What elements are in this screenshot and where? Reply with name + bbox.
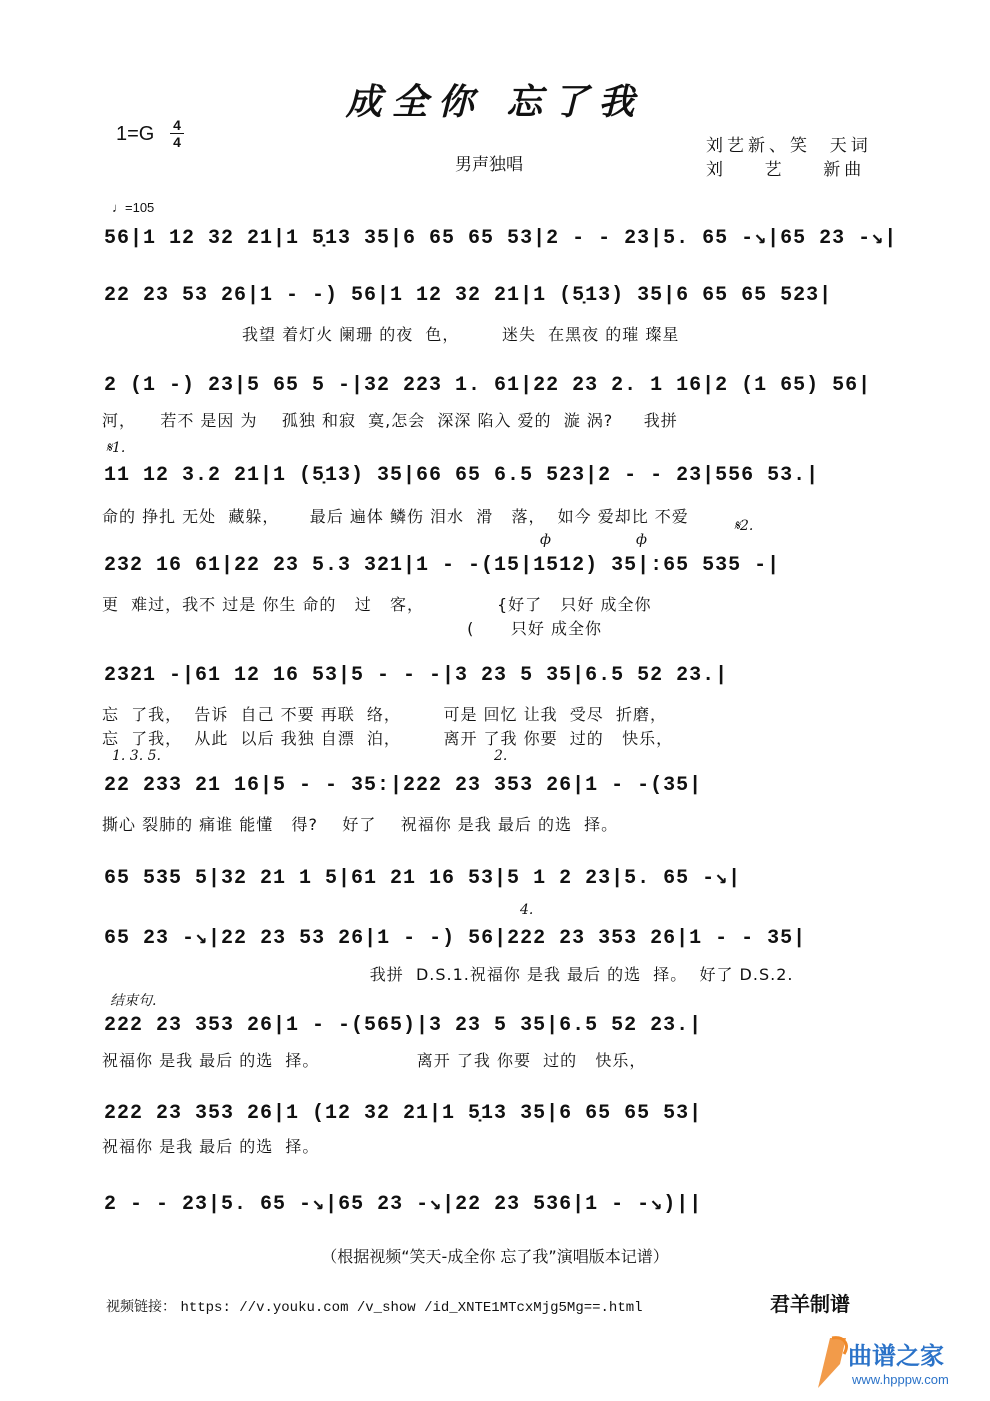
segno-1-mark: 𝄋1.	[106, 440, 126, 456]
lyrics-line: 命的 挣扎 无处 藏躲， 最后 遍体 鳞伤 泪水 滑 落， 如今 爱却比 不爱	[102, 507, 689, 526]
meter-bottom: 4	[173, 134, 181, 150]
volta-1-3-5: 1. 3. 5.	[112, 748, 161, 764]
lyricist-credit: 刘艺新、笑 天词	[706, 136, 872, 156]
transcriber-signature: 君羊制谱	[770, 1292, 850, 1316]
volta-2: 2.	[494, 748, 508, 764]
performer-label: 男声独唱	[455, 155, 523, 175]
notes-line: 222 23 353 26|1 (12 32 21|1 5̣13 35|6 65 65 53|	[104, 1102, 703, 1125]
coda-mark-1: ф	[540, 532, 551, 548]
video-link	[106, 1296, 643, 1316]
notes-line: 56|1 12 32 21|1 5̣13 35|6 65 65 53|2 - - 23|5. 65 -↘|65 23 -↘|	[104, 227, 898, 250]
ending-mark: 结束句.	[110, 993, 157, 1009]
notes-line: 222 23 353 26|1 - -(565)|3 23 5 35|6.5 52 23.|	[104, 1014, 703, 1037]
notes-line: 65 23 -↘|22 23 53 26|1 - -) 56|222 23 353 26|1 - - 35|	[104, 927, 807, 950]
lyrics-line: 忘 了我， 告诉 自己 不要 再联 络， 可是 回忆 让我 受尽 折磨，	[102, 705, 667, 724]
lyrics-line: 河， 若不 是因 为 孤独 和寂 寞,怎会 深深 陷入 爱的 漩 涡? 我拼	[102, 411, 678, 430]
key-signature: 1=G	[116, 123, 155, 145]
notes-line: 2 (1 -) 23|5 65 5 -|32 223 1. 61|22 23 2. 1 16|2 (1 65) 56|	[104, 374, 872, 397]
notes-line: 2321 -|61 12 16 53|5 - - -|3 23 5 35|6.5 52 23.|	[104, 664, 729, 687]
lyrics-line: 撕心 裂肺的 痛谁 能懂 得? 好了 祝福你 是我 最后 的选 择。	[102, 815, 619, 834]
song-title: 成全你 忘了我	[345, 81, 645, 123]
credits	[706, 134, 872, 182]
lyrics-line: 祝福你 是我 最后 的选 择。	[102, 1137, 320, 1156]
composer-credit: 刘 艺 新曲	[706, 160, 866, 180]
meter-top: 4	[173, 117, 181, 133]
notes-line: 11 12 3.2 21|1 (5̣13) 35|66 65 6.5 523|2 - - 23|556 53.|	[104, 464, 820, 487]
watermark-url[interactable]: www.hpppw.com	[852, 1372, 949, 1387]
lyrics-line: 更 难过，我不 过是 你生 命的 过 客， {好了 只好 成全你	[102, 595, 652, 614]
segno-2-mark: 𝄋2.	[734, 518, 754, 534]
notes-line: 65 535 5|32 21 1 5|61 21 16 53|5 1 2 23|5. 65 -↘|	[104, 867, 742, 890]
lyrics-line-alt: 忘 了我， 从此 以后 我独 自漂 泊， 离开 了我 你要 过的 快乐，	[102, 729, 674, 748]
notes-line: 22 233 21 16|5 - - 35:|222 23 353 26|1 - -(35|	[104, 774, 703, 797]
tempo-marking: ♩=105	[112, 200, 155, 215]
video-url[interactable]: https: //v.youku.com /v_show /id_XNTE1MTcxMjg5Mg==.html	[180, 1300, 643, 1316]
coda-mark-2: ф	[636, 532, 647, 548]
transcription-source-note: （根据视频“笑天-成全你 忘了我”演唱版本记谱）	[321, 1247, 669, 1266]
lyrics-line: 祝福你 是我 最后 的选 择。 离开 了我 你要 过的 快乐，	[102, 1051, 647, 1070]
notes-line: 22 23 53 26|1 - -) 56|1 12 32 21|1 (5̣13) 35|6 65 65 523|	[104, 284, 833, 307]
time-signature	[170, 118, 184, 149]
lyrics-line: 我拼 D.S.1.祝福你 是我 最后 的选 择。 好了 D.S.2.	[102, 965, 794, 984]
watermark-name: 曲谱之家	[848, 1342, 944, 1370]
video-link-label: 视频链接：	[106, 1299, 176, 1315]
volta-4: 4.	[520, 902, 534, 918]
lyrics-line-alt: ( 只好 成全你	[102, 619, 603, 638]
lyrics-line: 我望 着灯火 阑珊 的夜 色， 迷失 在黑夜 的璀 璨星	[102, 325, 680, 344]
notes-line: 2 - - 23|5. 65 -↘|65 23 -↘|22 23 536|1 - -↘)||	[104, 1193, 703, 1216]
notes-line: 232 16 61|22 23 5.3 321|1 - -(15|1512) 35|:65 535 -|	[104, 554, 781, 577]
